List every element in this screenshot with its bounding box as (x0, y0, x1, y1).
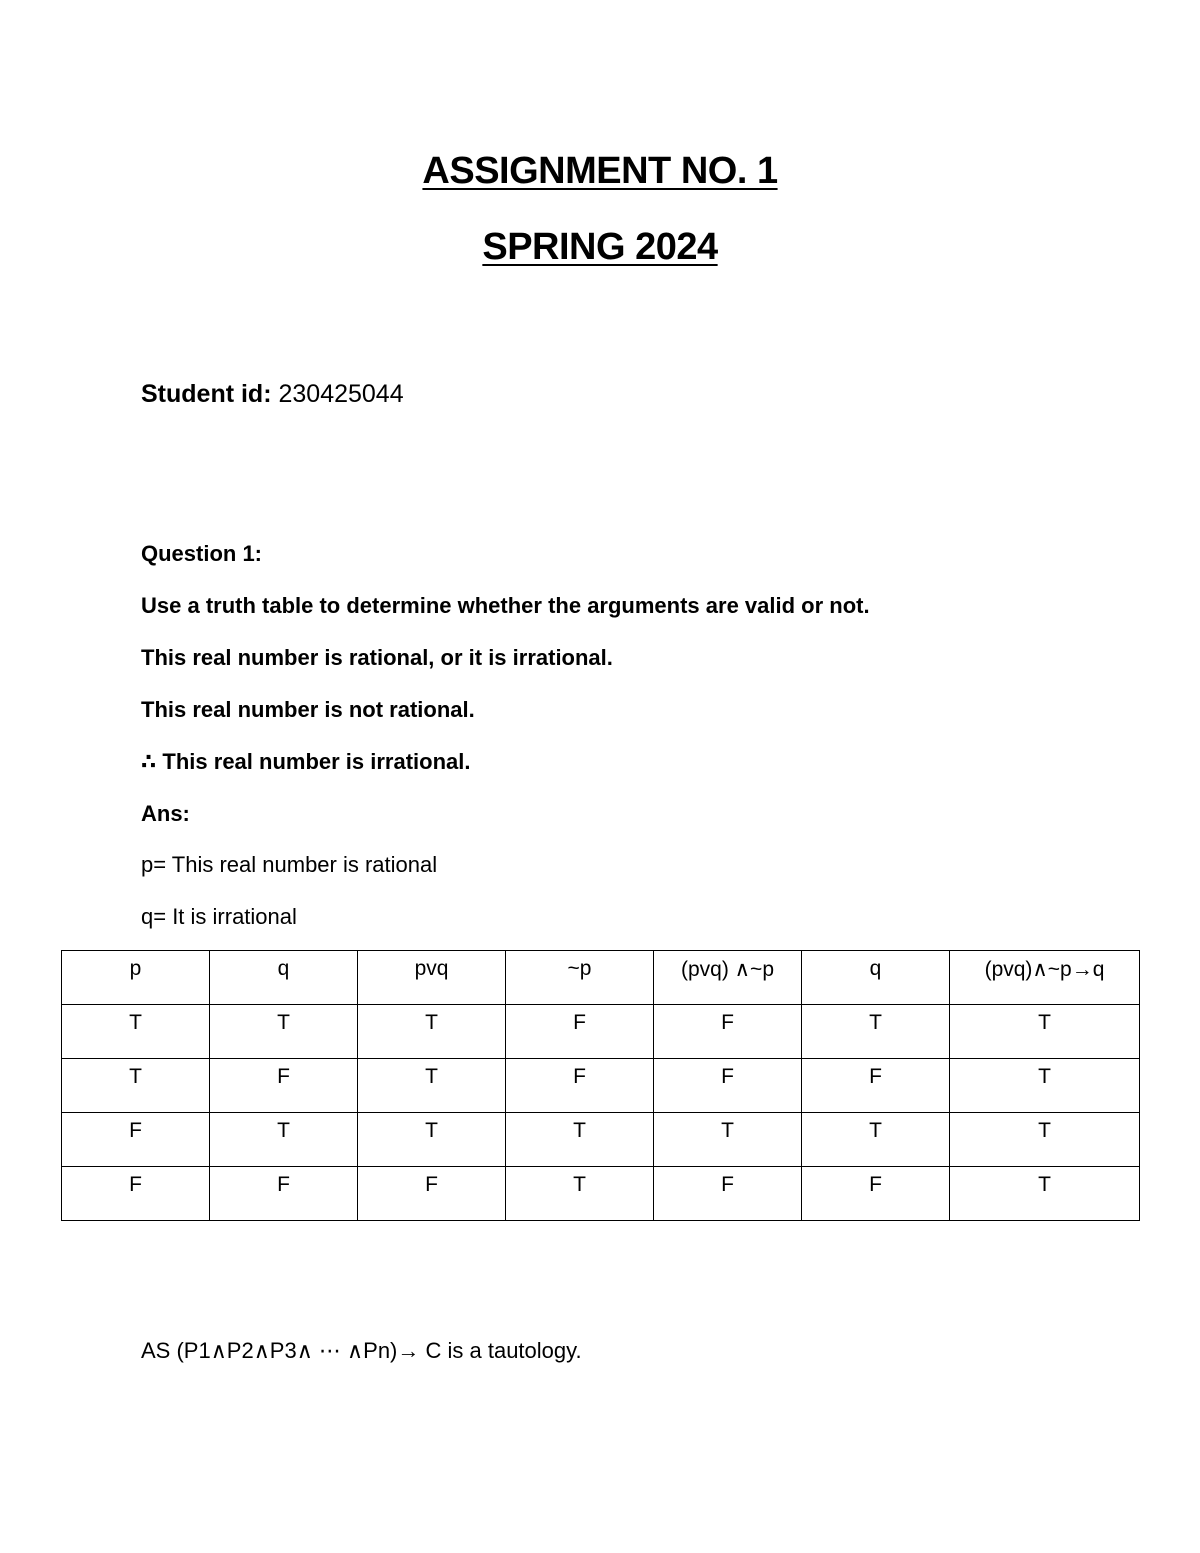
table-cell: F (802, 1059, 950, 1113)
table-cell: T (802, 1113, 950, 1167)
table-row (62, 1059, 1140, 1113)
table-cell: F (62, 1167, 210, 1221)
tautology-conclusion: AS (P1∧P2∧P3∧ ⋯ ∧Pn)→ C is a tautology. (141, 1338, 582, 1363)
question-line: Use a truth table to determine whether the arguments are valid or not. (141, 593, 870, 618)
header-cell: (pvq) ∧~p (654, 951, 802, 1005)
table-cell: F (654, 1005, 802, 1059)
table-cell: F (506, 1005, 654, 1059)
header-cell: (pvq)∧~p→q (950, 951, 1140, 1005)
truth-table (61, 950, 1140, 1221)
header-cell: q (802, 951, 950, 1005)
header-cell: pvq (358, 951, 506, 1005)
header-cell: ~p (506, 951, 654, 1005)
table-cell: F (62, 1113, 210, 1167)
table-cell: T (802, 1005, 950, 1059)
question-heading: Question 1: (141, 541, 263, 566)
table-cell: F (210, 1059, 358, 1113)
table-row (62, 1167, 1140, 1221)
table-row (62, 1005, 1140, 1059)
table-cell: F (210, 1167, 358, 1221)
table-cell: T (950, 1059, 1140, 1113)
term-title: SPRING 2024 (482, 226, 718, 268)
table-cell: T (358, 1059, 506, 1113)
table-cell: T (950, 1113, 1140, 1167)
conclusion-statement: ∴ This real number is irrational. (141, 749, 471, 774)
table-cell: T (62, 1005, 210, 1059)
table-cell: T (358, 1005, 506, 1059)
table-cell: T (950, 1005, 1140, 1059)
table-cell: T (62, 1059, 210, 1113)
header-cell: q (210, 951, 358, 1005)
p-definition: p= This real number is rational (141, 852, 438, 877)
q-definition: q= It is irrational (141, 904, 297, 929)
table-row (62, 1113, 1140, 1167)
table-header-row (62, 951, 1140, 1005)
table-cell: F (654, 1059, 802, 1113)
assignment-title: ASSIGNMENT NO. 1 (422, 150, 778, 192)
table-cell: T (358, 1113, 506, 1167)
table-cell: T (210, 1005, 358, 1059)
table-cell: T (654, 1113, 802, 1167)
premise-2: This real number is not rational. (141, 697, 475, 722)
table-cell: F (802, 1167, 950, 1221)
table-cell: F (506, 1059, 654, 1113)
student-id-value: 230425044 (278, 380, 404, 408)
table-cell: T (950, 1167, 1140, 1221)
answer-label: Ans: (141, 801, 190, 826)
table-cell: T (210, 1113, 358, 1167)
header-cell: p (62, 951, 210, 1005)
table-cell: T (506, 1167, 654, 1221)
student-id-line (141, 380, 404, 409)
table-cell: T (506, 1113, 654, 1167)
premise-1: This real number is rational, or it is irrational. (141, 645, 613, 670)
table-cell: F (654, 1167, 802, 1221)
table-cell: F (358, 1167, 506, 1221)
student-id-label: Student id: (141, 380, 272, 408)
